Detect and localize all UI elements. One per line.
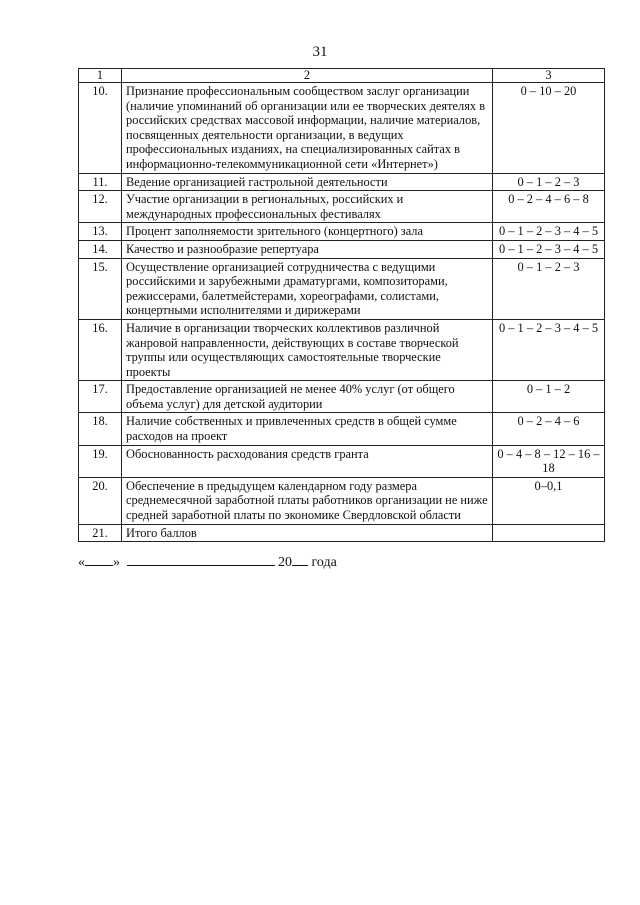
table-row	[79, 445, 605, 477]
table-row	[79, 477, 605, 524]
row-criterion: Наличие собственных и привлеченных средств в общей сумме расходов на проект	[122, 413, 493, 445]
row-criterion: Признание профессиональным сообществом заслуг организации (наличие упоминаний об организации или ее творческих деятелях в российских средствах массовой информации, наличие материалов, посвященных деятельности организации, в ведущих профессиональных изданиях, на специализированных сайтах в информационно-телекоммуникационной сети «Интернет»)	[122, 83, 493, 174]
row-criterion: Обеспечение в предыдущем календарном году размера среднемесячной заработной платы работников организации не ниже средней заработной платы по экономике Свердловской области	[122, 477, 493, 524]
row-score: 0 – 1 – 2 – 3	[493, 173, 605, 191]
row-score: 0 – 1 – 2	[493, 381, 605, 413]
row-criterion: Осуществление организацией сотрудничества с ведущими российскими и зарубежными драматургами, композиторами, режиссерами, балетмейстерами, хореографами, солистами, концертными исполнителями и дирижерами	[122, 258, 493, 319]
row-score: 0 – 1 – 2 – 3 – 4 – 5	[493, 223, 605, 241]
table-row	[79, 413, 605, 445]
row-number: 12.	[79, 191, 122, 223]
table-row	[79, 381, 605, 413]
row-criterion: Итого баллов	[122, 524, 493, 542]
row-criterion: Участие организации в региональных, российских и международных профессиональных фестивалях	[122, 191, 493, 223]
year-prefix: 20	[278, 555, 292, 570]
table-row	[79, 240, 605, 258]
row-score: 0 – 2 – 4 – 6	[493, 413, 605, 445]
row-number: 11.	[79, 173, 122, 191]
table-row	[79, 173, 605, 191]
row-criterion: Ведение организацией гастрольной деятельности	[122, 173, 493, 191]
row-criterion: Качество и разнообразие репертуара	[122, 240, 493, 258]
row-score: 0 – 2 – 4 – 6 – 8	[493, 191, 605, 223]
year-blank-field	[292, 553, 308, 566]
row-number: 19.	[79, 445, 122, 477]
row-number: 13.	[79, 223, 122, 241]
day-blank-field	[85, 553, 113, 566]
row-score: 0 – 10 – 20	[493, 83, 605, 174]
table-row	[79, 191, 605, 223]
open-quote: «	[78, 555, 85, 570]
row-score: 0–0,1	[493, 477, 605, 524]
table-row	[79, 223, 605, 241]
year-word: года	[311, 555, 337, 570]
page-number: 31	[312, 44, 328, 60]
row-number: 15.	[79, 258, 122, 319]
date-signature-line	[78, 553, 337, 571]
row-number: 18.	[79, 413, 122, 445]
row-score: 0 – 4 – 8 – 12 – 16 – 18	[493, 445, 605, 477]
column-header-criterion: 2	[122, 69, 493, 83]
criteria-table	[78, 68, 605, 542]
table-row	[79, 319, 605, 380]
table-row	[79, 258, 605, 319]
row-number: 21.	[79, 524, 122, 542]
row-number: 10.	[79, 83, 122, 174]
column-header-score: 3	[493, 69, 605, 83]
row-number: 14.	[79, 240, 122, 258]
row-score	[493, 524, 605, 542]
table-row	[79, 83, 605, 174]
row-number: 16.	[79, 319, 122, 380]
row-criterion: Обоснованность расходования средств гранта	[122, 445, 493, 477]
row-number: 17.	[79, 381, 122, 413]
row-score: 0 – 1 – 2 – 3	[493, 258, 605, 319]
table-header-row	[79, 69, 605, 83]
table-row	[79, 524, 605, 542]
row-score: 0 – 1 – 2 – 3 – 4 – 5	[493, 240, 605, 258]
row-criterion: Процент заполняемости зрительного (концертного) зала	[122, 223, 493, 241]
row-criterion: Наличие в организации творческих коллективов различной жанровой направленности, действующих в составе творческой труппы или осуществляющих самостоятельные творческие проекты	[122, 319, 493, 380]
close-quote: »	[113, 555, 120, 570]
row-number: 20.	[79, 477, 122, 524]
row-criterion: Предоставление организацией не менее 40% услуг (от общего объема услуг) для детской аудитории	[122, 381, 493, 413]
column-header-number: 1	[79, 69, 122, 83]
month-blank-field	[127, 553, 275, 566]
row-score: 0 – 1 – 2 – 3 – 4 – 5	[493, 319, 605, 380]
